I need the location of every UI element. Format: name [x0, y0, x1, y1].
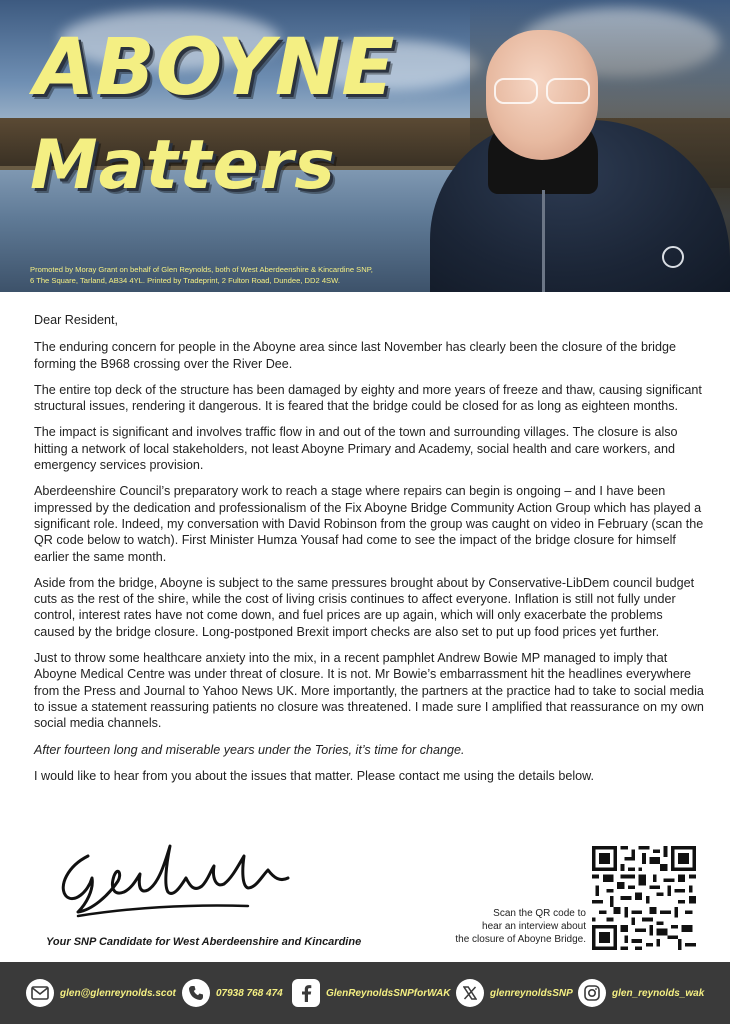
- candidate-caption: Your SNP Candidate for West Aberdeenshire and Kincardine: [46, 936, 362, 948]
- phone-number[interactable]: 07938 768 474: [216, 987, 283, 999]
- imprint-line2: 6 The Square, Tarland, AB34 4YL. Printed by Tradeprint, 2 Fulton Road, Dundee, DD2 4SW.: [30, 276, 340, 285]
- paragraph: Just to throw some healthcare anxiety into the mix, in a recent pamphlet Andrew Bowie MP managed to imply that Aboyne Medical Centre was under threat of closure. It is not. Mr Bowie’s embarrassment hit the headlines everywhere from the Press and Journal to Yahoo News UK. More importantly, the partners at the practice had to take to social media to issue a statement reassuring patients no closure was threatened. I made sure I amplified that reassurance on my own social media channels.: [34, 651, 704, 731]
- x-handle[interactable]: glenreynoldsSNP: [490, 987, 573, 999]
- qr-line2: hear an interview about: [482, 921, 586, 932]
- instagram-icon: [578, 979, 606, 1007]
- qr-line3: the closure of Aboyne Bridge.: [455, 934, 586, 945]
- zip: [542, 190, 545, 292]
- imprint-line1: Promoted by Moray Grant on behalf of Glen Reynolds, both of West Aberdeenshire & Kincardine SNP,: [30, 265, 373, 274]
- italic-line: After fourteen long and miserable years under the Tories, it’s time for change.: [34, 742, 465, 757]
- imprint: [30, 264, 450, 286]
- qr-line1: Scan the QR code to: [493, 908, 586, 919]
- hero-banner: [0, 0, 730, 292]
- closing: I would like to hear from you about the issues that matter. Please contact me using the details below.: [34, 768, 595, 783]
- contact-footer: [0, 962, 730, 1024]
- paragraph: The impact is significant and involves traffic flow in and out of the town and surrounding villages. The closure is also hitting a network of local stakeholders, not least Aboyne Primary and Academy, social health and care workers, and emergency services provision.: [34, 425, 678, 473]
- qr-code[interactable]: [592, 846, 696, 950]
- paragraph: Aside from the bridge, Aboyne is subject to the same pressures brought about by Conservative-LibDem council budget cuts as the rest of the shire, while the cost of living crisis continues to affect everyone. Inflation is still not fully under control, interest rates have not come down, and fuel prices are up again, which will only exacerbate the problems caused by the bridge closure. Long-postponed Brexit import checks are also set to put up food prices yet further.: [34, 575, 695, 639]
- masthead-title-line1: ABOYNE: [34, 23, 396, 113]
- phone-icon: [182, 979, 210, 1007]
- paragraph: The enduring concern for people in the Aboyne area since last November has clearly been the closure of the bridge forming the B968 crossing over the River Dee.: [34, 340, 676, 371]
- contact-instagram[interactable]: [578, 962, 704, 1024]
- facebook-icon: [292, 979, 320, 1007]
- greeting: Dear Resident,: [34, 313, 118, 327]
- instagram-handle[interactable]: glen_reynolds_wak: [612, 987, 705, 999]
- paragraph: Aberdeenshire Council’s preparatory work to reach a stage where repairs can begin is ongoing – and I have been impressed by the dedication and professionalism of the Fix Aboyne Bridge Community Action Group which has played a significant role. Indeed, my conversation with David Robinson from the group was caught on video in February (scan the QR code below to watch). First Minister Humza Yousaf had come to see the impact of the bridge closure for himself earlier the same month.: [34, 484, 704, 564]
- contact-x[interactable]: [456, 962, 573, 1024]
- qr-instructions: [420, 907, 586, 946]
- masthead-title-line2: Matters: [30, 126, 336, 205]
- email-link[interactable]: glen@glenreynolds.scot: [60, 987, 176, 999]
- contact-phone[interactable]: [182, 962, 283, 1024]
- candidate-photo: [430, 20, 730, 292]
- glasses: [492, 78, 592, 102]
- email-icon: [26, 979, 54, 1007]
- contact-email[interactable]: [26, 962, 176, 1024]
- contact-facebook[interactable]: [292, 962, 450, 1024]
- x-icon: [456, 979, 484, 1007]
- signature-image: [48, 826, 300, 922]
- paragraph: The entire top deck of the structure has been damaged by eighty and more years of freeze and thaw, causing significant structural issues, rendering it dangerous. It is feared that the bridge could be closed for as long as eighteen months.: [34, 382, 702, 414]
- jacket-badge: [662, 246, 684, 268]
- facebook-handle[interactable]: GlenReynoldsSNPforWAK: [326, 987, 451, 999]
- letter-body: [34, 312, 704, 794]
